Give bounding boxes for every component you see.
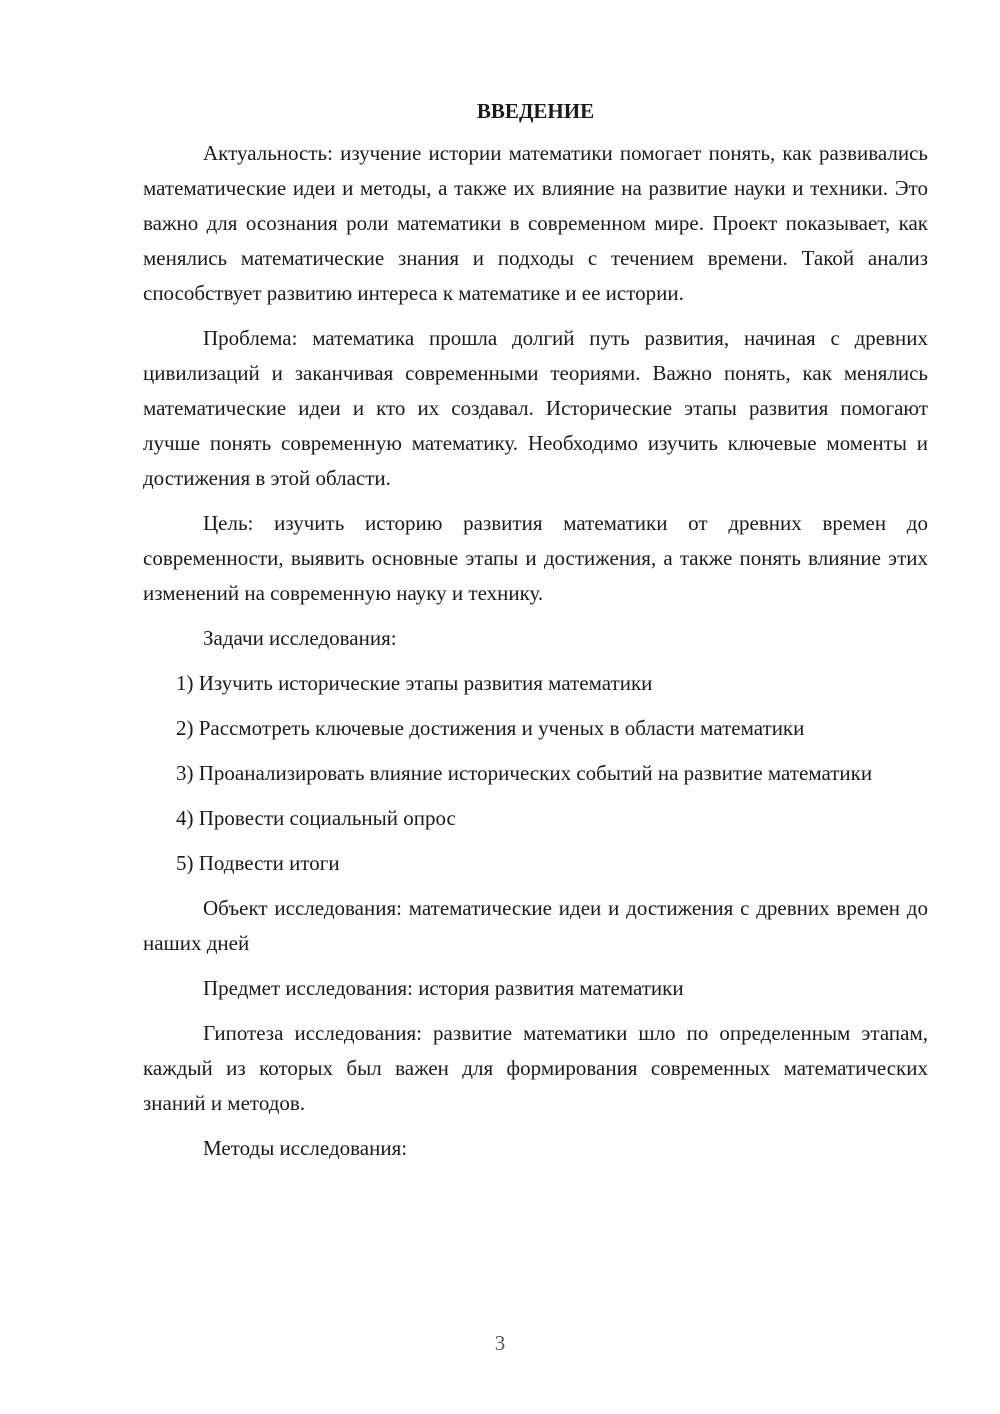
relevance-paragraph: Актуальность: изучение истории математики помогает понять, как развивались математические идеи и методы, а также их влияние на развитие науки и техники. Это важно для осознания роли математики в современном мире. Проект показывает, как менялись математические знания и подходы с течением времени. Такой анализ способствует развитию интереса к математике и ее истории.	[143, 141, 928, 305]
document-page	[143, 96, 928, 1176]
tasks-heading: Задачи исследования:	[203, 626, 397, 650]
goal-paragraph: Цель: изучить историю развития математики от древних времен до современности, выявить основные этапы и достижения, а также понять влияние этих изменений на современную науку и технику.	[143, 511, 928, 605]
object-paragraph: Объект исследования: математические идеи и достижения с древних времен до наших дней	[143, 896, 928, 955]
task-item: 2) Рассмотреть ключевые достижения и ученых в области математики	[176, 716, 805, 740]
hypothesis-paragraph: Гипотеза исследования: развитие математики шло по определенным этапам, каждый из которых был важен для формирования современных математических знаний и методов.	[143, 1021, 928, 1115]
task-item: 3) Проанализировать влияние исторических событий на развитие математики	[176, 761, 873, 785]
problem-paragraph: Проблема: математика прошла долгий путь развития, начиная с древних цивилизаций и заканчивая современными теориями. Важно понять, как менялись математические идеи и кто их создавал. Исторические этапы развития помогают лучше понять современную математику. Необходимо изучить ключевые моменты и достижения в этой области.	[143, 326, 928, 490]
section-title: ВВЕДЕНИЕ	[476, 99, 595, 123]
methods-heading: Методы исследования:	[203, 1136, 408, 1160]
page-number: 3	[494, 1331, 506, 1355]
task-item: 5) Подвести итоги	[176, 851, 340, 875]
task-item: 4) Провести социальный опрос	[176, 806, 456, 830]
subject-paragraph: Предмет исследования: история развития математики	[203, 976, 684, 1000]
tasks-list	[143, 666, 928, 881]
task-item: 1) Изучить исторические этапы развития математики	[176, 671, 653, 695]
